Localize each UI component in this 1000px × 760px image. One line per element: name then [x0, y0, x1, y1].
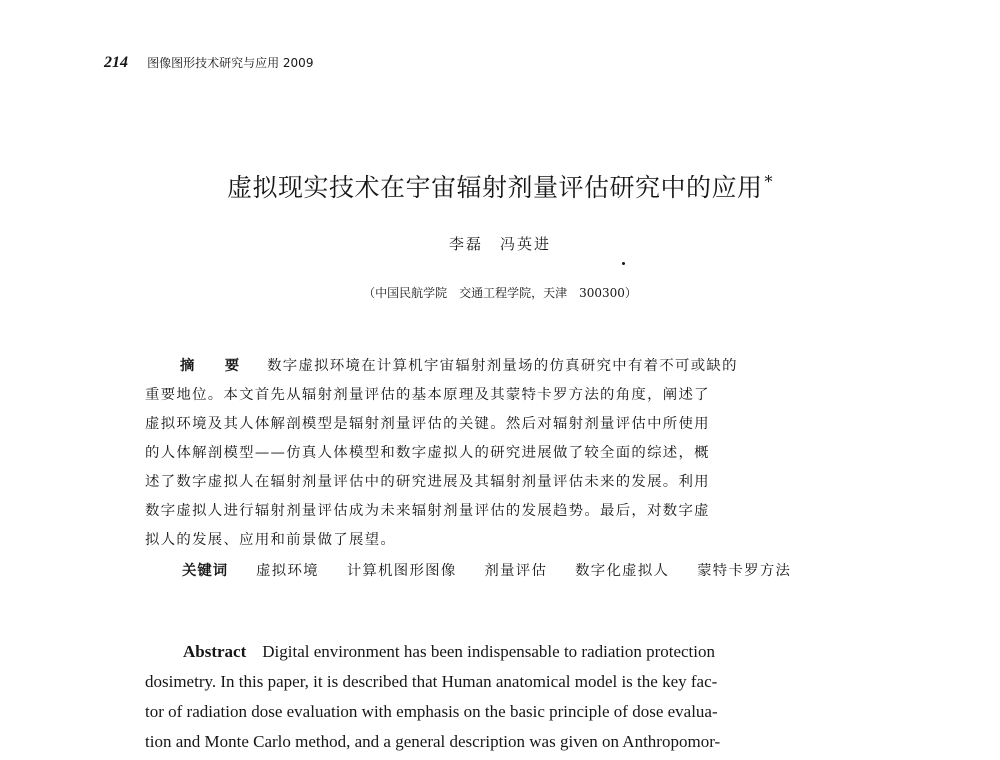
abstract-line: [180, 352, 738, 381]
paper-title: [0, 168, 1000, 204]
abstract-line: 重要地位。本文首先从辐射剂量评估的基本原理及其蒙特卡罗方法的角度，阐述了: [145, 387, 710, 403]
abstract-line: dosimetry. In this paper, it is described that Human anatomical model is the key fac-: [145, 672, 718, 691]
abstract-text-en: Digital environment has been indispensable to radiation protection: [262, 642, 716, 661]
page-number: 214: [104, 54, 128, 71]
affiliation: （中国民航学院 交通工程学院，天津 300300）: [363, 286, 637, 300]
title-footnote-mark: *: [764, 171, 773, 191]
keyword: 剂量评估: [484, 563, 548, 579]
abstract-text: 数字虚拟环境在计算机宇宙辐射剂量场的仿真研究中有着不可或缺的: [267, 358, 738, 374]
keywords-label: 关键词: [182, 563, 229, 579]
abstract-label-en: Abstract: [183, 642, 247, 661]
keyword: 虚拟环境: [256, 563, 319, 579]
abstract-line: 述了数字虚拟人在辐射剂量评估中的研究进展及其辐射剂量评估未来的发展。利用: [145, 474, 710, 490]
keywords-line: [182, 557, 791, 586]
keyword: 蒙特卡罗方法: [697, 563, 792, 579]
abstract-line: 的人体解剖模型——仿真人体模型和数字虚拟人的研究进展做了较全面的综述，概: [145, 445, 710, 461]
abstract-line: 拟人的发展、应用和前景做了展望。: [145, 532, 397, 548]
abstract-line: 数字虚拟人进行辐射剂量评估成为未来辐射剂量评估的发展趋势。最后，对数字虚: [145, 503, 710, 519]
authors: 李磊 冯英进: [448, 235, 551, 253]
abstract-line: tion and Monte Carlo method, and a general description was given on Anthropomor-: [145, 732, 721, 751]
page-header: [104, 52, 313, 76]
abstract-line: [183, 636, 715, 667]
keyword: 数字化虚拟人: [575, 563, 670, 579]
abstract-line: 虚拟环境及其人体解剖模型是辐射剂量评估的关键。然后对辐射剂量评估中所使用: [145, 416, 710, 432]
keyword: 计算机图形图像: [346, 563, 457, 579]
paper-title-text: 虚拟现实技术在宇宙辐射剂量评估研究中的应用: [226, 173, 763, 202]
scan-dot: [622, 262, 625, 265]
abstract-label: 摘 要: [180, 358, 248, 374]
abstract-line: tor of radiation dose evaluation with emphasis on the basic principle of dose evalua-: [145, 702, 718, 721]
journal-name: 图像图形技术研究与应用 2009: [147, 56, 314, 70]
